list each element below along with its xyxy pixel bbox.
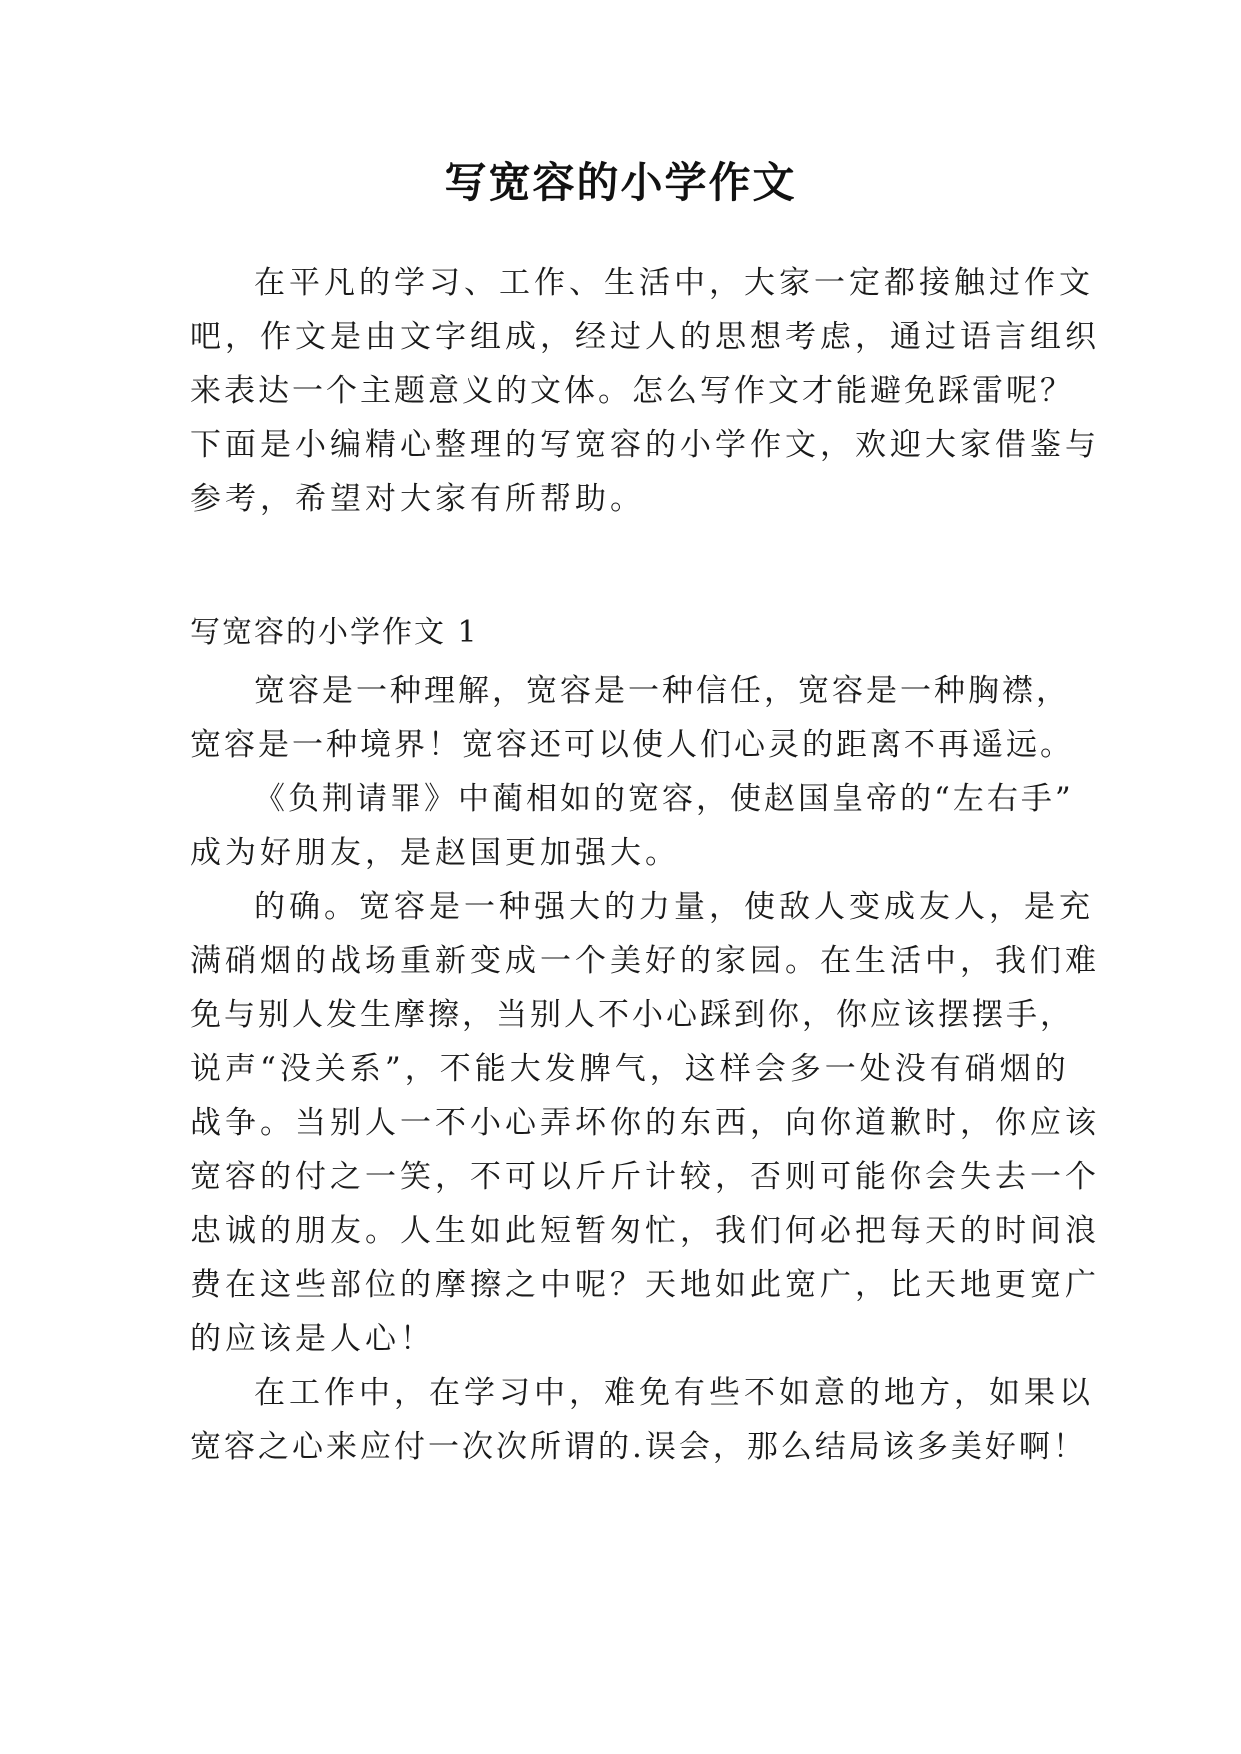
document-title: 写宽容的小学作文	[444, 158, 797, 207]
intro-paragraph	[190, 256, 1100, 526]
body-line: 宽容的付之一笑，不可以斤斤计较，否则可能你会失去一个	[190, 1159, 1100, 1195]
body-line: 宽容之心来应付一次次所谓的.误会，那么结局该多美好啊！	[190, 1429, 1087, 1465]
body-line: 满硝烟的战场重新变成一个美好的家园。在生活中，我们难	[190, 943, 1100, 979]
body-line: 宽容是一种境界！宽容还可以使人们心灵的距离不再遥远。	[190, 727, 1074, 763]
section-heading: 写宽容的小学作文 1	[190, 615, 479, 650]
intro-line: 参考，希望对大家有所帮助。	[190, 481, 645, 517]
body-line: 忠诚的朋友。人生如此短暂匆忙，我们何必把每天的时间浪	[190, 1213, 1100, 1249]
body-line: 战争。当别人一不小心弄坏你的东西，向你道歉时，你应该	[190, 1105, 1100, 1141]
intro-line: 来表达一个主题意义的文体。怎么写作文才能避免踩雷呢？	[190, 373, 1074, 409]
body-line: 费在这些部位的摩擦之中呢？天地如此宽广，比天地更宽广	[190, 1267, 1100, 1303]
body-line: 免与别人发生摩擦，当别人不小心踩到你，你应该摆摆手，	[190, 997, 1074, 1033]
body-line: 在工作中，在学习中，难免有些不如意的地方，如果以	[254, 1375, 1094, 1411]
body-line: 成为好朋友，是赵国更加强大。	[190, 835, 680, 871]
body-line: 的应该是人心！	[190, 1321, 435, 1357]
intro-line: 下面是小编精心整理的写宽容的小学作文，欢迎大家借鉴与	[190, 427, 1100, 463]
intro-line: 在平凡的学习、工作、生活中，大家一定都接触过作文	[254, 265, 1094, 301]
body-line: 《负荆请罪》中蔺相如的宽容，使赵国皇帝的“左右手”	[254, 781, 1074, 817]
body-line: 的确。宽容是一种强大的力量，使敌人变成友人，是充	[254, 889, 1094, 925]
body-line: 宽容是一种理解，宽容是一种信任，宽容是一种胸襟，	[254, 673, 1070, 709]
essay-body	[190, 664, 1100, 1474]
intro-line: 吧，作文是由文字组成，经过人的思想考虑，通过语言组织	[190, 319, 1100, 355]
body-line: 说声“没关系”，不能大发脾气，这样会多一处没有硝烟的	[190, 1051, 1070, 1087]
